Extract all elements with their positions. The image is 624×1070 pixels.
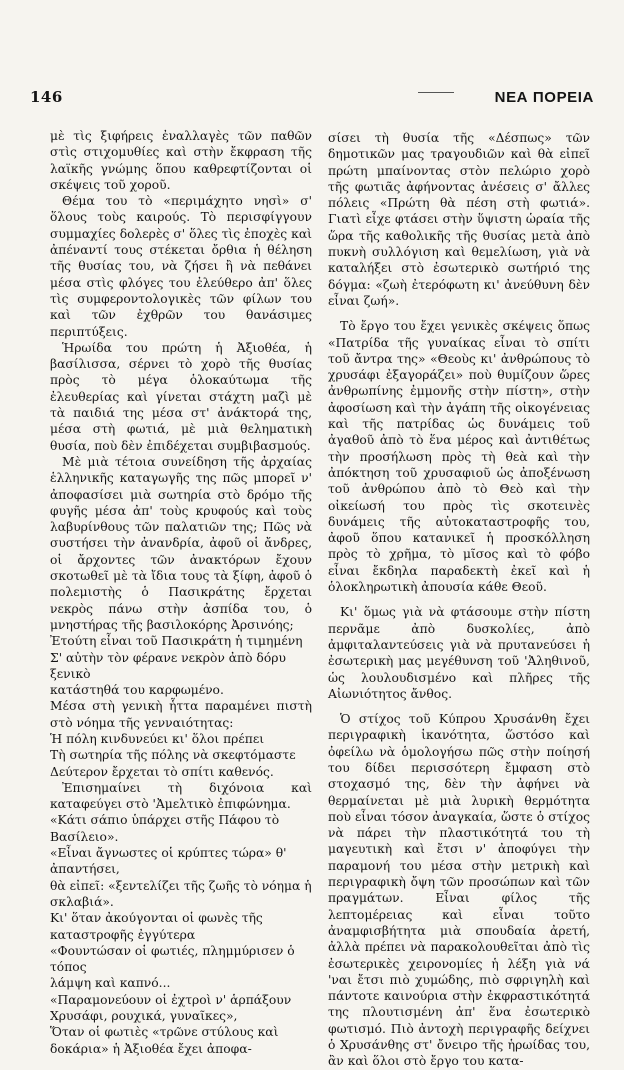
verse-line: «Παραμονεύουν οἱ ἐχτροὶ ν' ἁρπάξουν Χρυσάφι, ρουχικά, γυναῖκες», (50, 992, 292, 1024)
verse-line: Ἡ πόλη κινδυνεύει κι' ὅλοι πρέπει (50, 731, 265, 746)
header-rule (418, 92, 454, 93)
page-header (30, 88, 594, 110)
verse-line: Δεύτερον ἔρχεται τὸ σπίτι καθενός. (50, 764, 274, 779)
verse-line: Ὅταν οἱ φωτιὲς «τρῶνε στύλους καὶ δοκάρια» ἡ Ἀξιοθέα ἔχει ἀποφα- (50, 1025, 279, 1056)
paragraph: Τὸ ἔργο του ἔχει γενικὲς σκέψεις ὅπως «Πατρίδα τῆς γυναίκας εἶναι τὸ σπίτι τοῦ ἄντρα της» «Θεοὺς κι' ἀνθρώπους τὸ χρυσάφι ἐξαγοράζει» ποὺ θυμίζουν ὥρες ἀνθρωπίνης ἐμμονῆς στὴν πίστη», στὴν ἀφοσίωση καὶ τὴν ἀγάπη τῆς οἰκογένειας καὶ τῆς πατρίδας ὡς δυνάμεις τοῦ ἀγαθοῦ ἀπὸ τὸ ἕνα μέρος καὶ ἀντιθέτως τὴν προσήλωση πρὸς τὴ θεὰ καὶ τὴν ἀπόκτηση τοῦ χρυσαφιοῦ ὡς ἀποξένωση τοῦ ἀνθρώπου ἀπὸ τὸ Θεὸ καὶ τὴν οἰκείωσή του πρὸς τὶς σκοτεινὲς δυνάμεις τῆς αὐτοκαταστροφῆς του, ἀφοῦ ὅπου κατανικεῖ ἡ προσκόλληση πρὸς τὸ χρῆμα, τὸ μῖσος καὶ τὸ φόβο εἶναι ἔκδηλα παραδεκτὴ ἐκεῖ καὶ ἡ ὁλοκληρωτικὴ ἀπουσία κάθε Θεοῦ. (328, 319, 590, 595)
paragraph: σίσει τὴ θυσία τῆς «Δέσπως» τῶν δημοτικῶν μας τραγουδιῶν καὶ θὰ εἰπεῖ πρώτη μπαίνοντας στὸν πελώριο χορὸ τῆς φωτιᾶς ἀφήνοντας ἀνέσεις σ' ἄλλες πόλεις «Πρώτη θὰ πέση στὴ φωτιά». Γιατὶ εἶχε φτάσει στὴν ὕψιστη ὡραία τῆς ὥρα τῆς καθολικῆς τῆς θυσίας μετὰ ἀπὸ πυκνὴ συλλόγιση καὶ θεμελίωση, γιὰ νὰ καταλήξει στὸ ἐσωτερικὸ σωτήριό της δόγμα: «ζωὴ ἐτερόφωτη κι' ἀνεύθυνη δὲν εἶναι ζωή». (328, 131, 590, 308)
paragraph: Ὁ στίχος τοῦ Κύπρου Χρυσάνθη ἔχει περιγραφικὴ ἱκανότητα, ὥστόσο καὶ ὀφείλω νὰ ὁμολογήσω πῶς στὴν ποίησή του δίδει περισσότερη ἔμφαση στὸ στοχασμό της, δὲν τὴν ἀφήνει νὰ θερμαίνεται μὲ μιὰ λυρικὴ θερμότητα ποὺ εἶναι τόσον ἀναγκαία, ὥστε ὁ στίχος νὰ πάρει τὴν πλαστικότητά του τὴ μαγευτικὴ καὶ ἔτσι ν' ἀποφύγει τὴν παραμονή του μέσα στὴν μετρικὴ καὶ περιγραφικὴ ὄψη τῶν προσώπων καὶ τῶν πραγμάτων. Εἶναι φίλος τῆς λεπτομέρειας καὶ εἶναι τοῦτο ἀναμφισβήτητα μιὰ σπουδαία ἀρετή, ἀλλὰ πρέπει νὰ παρακολουθεῖται ἀπὸ τὶς ἐσωτερικὲς χειρονομίες ἡ λέξη γιὰ νά 'ναι ἔτσι πιὸ χυμώδης, πιὸ σφριγηλὴ καὶ πάντοτε καινούρια στὴν ἐκφραστικότητά της πλουτισμένη ἀπ' ἕνα ἐσωτερικὸ φωτισμό. Πιὸ ἀντοχὴ περιγραφῆς δείχνει ὁ Χρυσάνθης στ' ὄνειρο τῆς ἡρωίδας του, ἂν καὶ ὅλοι στὸ ἔργο του κατα- (328, 712, 590, 1069)
paragraph: Κι' ὅμως γιὰ νὰ φτάσουμε στὴν πίστη περνᾶμε ἀπὸ δυσκολίες, ἀπὸ ἀμφιταλαντεύσεις γιὰ νὰ πρυτανεύσει ἡ ἐσωτερικὴ μας μεγέθυνση τοῦ 'Ἀληθινοῦ, ὡς λουλουδισμένο καὶ πλῆρες τῆς Αἰωνιότητος ἄνθος. (328, 605, 590, 701)
right-column (328, 130, 590, 1070)
verse-line: «Φουντώσαν οἱ φωτιές, πλημμύρισεν ὁ τόπος (50, 943, 295, 975)
paragraph: Μέσα στὴ γενικὴ ἧττα παραμένει πιστὴ στὸ νόημα τῆς γενναιότητας: (50, 699, 312, 730)
left-column (50, 128, 312, 1057)
paragraph: Θέμα του τὸ «περιμάχητο νησὶ» σ' ὅλους τοὺς καιρούς. Τὸ περισφίγγουν συμμαχίες δολερὲς σ' ὅλες τὶς ἐποχὲς καὶ ἀπέναντί τους στέκεται ὄρθια ἡ θέληση τῆς θυσίας του, νὰ ζήσει ἢ νὰ πεθάνει μέσα στὶς φλόγες του ἐλεύθερο ἀπ' ὅλες τὶς συμφεροντολογικὲς τῶν φίλων του καὶ τῶν ἐχθρῶν του θανάσιμες περιπτύξεις. (50, 194, 312, 339)
page-number: 146 (30, 88, 63, 106)
paragraph: μὲ τὶς ξιφήρεις ἐναλλαγὲς τῶν παθῶν στὶς στιχομυθίες καὶ στὴν ἔκφραση τῆς λαϊκῆς γνώμης ὅπου καθρεφτίζονται οἱ σκέψεις τοῦ χοροῦ. (50, 129, 312, 192)
verse-line: Σ' αὐτὴν τὸν φέρανε νεκρὸν ἀπὸ δόρυ ξενικὸ (50, 650, 286, 681)
verse-line: «Εἶναι ἄγνωστες οἱ κρύπτες τώρα» θ' ἀπαντήσει, (50, 846, 287, 877)
verse-line: Ἐτούτη εἶναι τοῦ Πασικράτη ἡ τιμημένη (50, 634, 303, 649)
paragraph: Μὲ μιὰ τέτοια συνείδηση τῆς ἀρχαίας ἑλληνικῆς καταγωγῆς της πῶς μπορεῖ ν' ἀποφασίσει μιὰ σωτηρία στὸ δρόμο τῆς φυγῆς μέσα ἀπ' τοὺς κρυφούς καὶ τοὺς λαβυρίνθους τῶν παλατιῶν της; Πῶς νὰ συστήσει τὴν ἀνανδρία, ἀφοῦ οἱ ἄνδρες, οἱ ἄρχοντες τῶν ἀνακτόρων ἔχουν σκοτωθεῖ μὲ τὰ ἴδια τους τὰ ξίφη, ἀφοῦ ὁ πολεμιστὴς ὁ Πασικράτης ἔρχεται νεκρὸς πάνω στὴν ἀσπίδα του, ὁ μνηστήρας τῆς βασιλοκόρης Ἀρσινόης; (50, 454, 312, 632)
verse-line: κατάστηθά του καρφωμένο. (50, 683, 224, 698)
verse-line: «Κάτι σάπιο ὑπάρχει στῆς Πάφου τὸ Βασίλειο». (50, 813, 280, 844)
verse-line: θὰ εἰπεῖ: «ξεντελίζει τῆς ζωῆς τὸ νόημα ἡ σκλαβιά». (50, 878, 312, 909)
journal-title: ΝΕΑ ΠΟΡΕΙΑ (494, 89, 594, 106)
verse-line: Τὴ σωτηρία τῆς πόλης νὰ σκεφτόμαστε (50, 748, 296, 763)
verse-line: λάμψη καὶ καπνό... (50, 976, 171, 991)
paragraph: Ἡρωίδα του πρώτη ἡ Ἀξιοθέα, ἡ βασίλισσα, σέρνει τὸ χορὸ τῆς θυσίας πρὸς τὸ μέγα ὁλοκαύτωμα τῆς ἐλευθερίας καὶ γίνεται στάχτη μαζὶ μὲ τὰ παιδιά της μέσα στ' ἀνάκτορά της, μέσα στὴ φωτιά, μὲ μιὰ θεληματικὴ θυσία, ποὺ δὲν ἐπιδέχεται συμβιβασμούς. (50, 340, 312, 453)
paragraph: Ἐπισημαίνει τὴ διχόνοια καὶ καταφεύγει στὸ 'Ἀμελτικὸ ἐπιφώνημα. (50, 780, 312, 812)
verse-line: Κι' ὅταν ἀκούγονται οἱ φωνὲς τῆς καταστροφῆς ἐγγύτερα (50, 911, 263, 942)
